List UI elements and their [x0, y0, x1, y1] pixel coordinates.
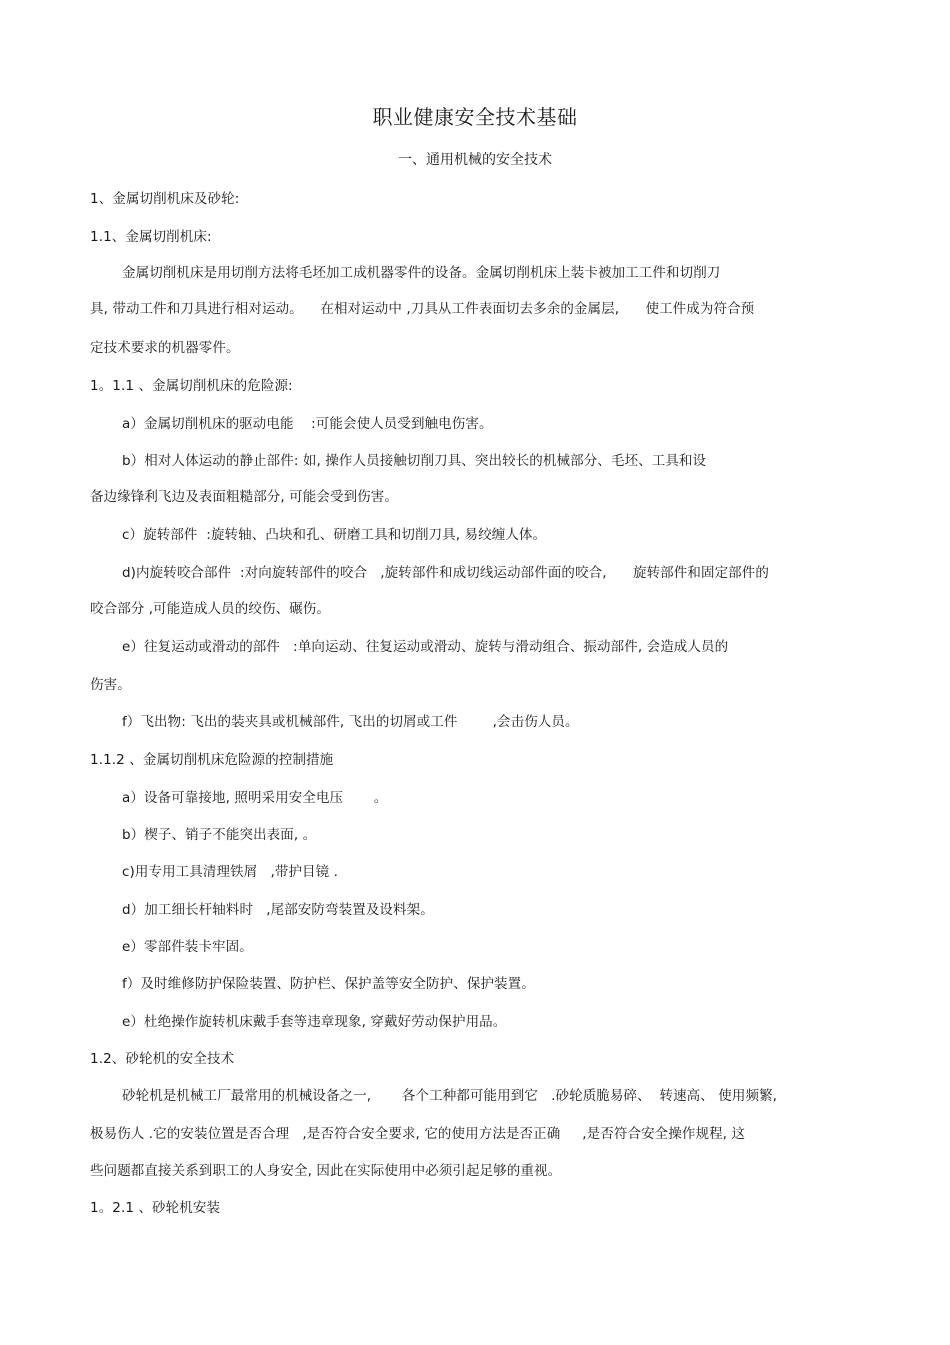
list-item-continuation: 伤害。	[90, 677, 131, 693]
list-item: f）飞出物: 飞出的装夹具或机械部件, 飞出的切屑或工件 ,会击伤人员。	[122, 714, 579, 730]
paragraph-line: 定技术要求的机器零件。	[90, 340, 240, 356]
list-item: e）往复运动或滑动的部件 :单向运动、往复运动或滑动、旋转与滑动组合、振动部件, 会造成人员的	[122, 639, 729, 655]
list-item: b）相对人体运动的静止部件: 如, 操作人员接触切削刀具、突出较长的机械部分、毛坯、工具和设	[122, 453, 707, 469]
heading-1-1-1: 1。1.1 、金属切削机床的危险源:	[90, 378, 293, 394]
heading-1-1: 1.1、金属切削机床:	[90, 229, 212, 245]
list-item: e）杜绝操作旋转机床戴手套等违章现象, 穿戴好劳动保护用品。	[122, 1014, 507, 1030]
document-title: 职业健康安全技术基础	[372, 105, 578, 129]
list-item: b）楔子、销子不能突出表面, 。	[122, 827, 317, 843]
list-item: f）及时维修防护保险装置、防护栏、保护盖等安全防护、保护装置。	[122, 976, 535, 992]
list-item: d)内旋转咬合部件 :对向旋转部件的咬合 ,旋转部件和成切线运动部件面的咬合, 旋转部件和固定部件的	[122, 565, 769, 581]
list-item: c）旋转部件 :旋转轴、凸块和孔、研磨工具和切削刀具, 易绞缠人体。	[122, 527, 547, 543]
heading-1-2-1: 1。2.1 、砂轮机安装	[90, 1200, 221, 1216]
paragraph-line: 些问题都直接关系到职工的人身安全, 因此在实际使用中必须引起足够的重视。	[90, 1163, 562, 1179]
paragraph-line: 极易伤人 .它的安装位置是否合理 ,是否符合安全要求, 它的使用方法是否正确 ,是否符合安全操作规程, 这	[90, 1126, 746, 1142]
list-item-continuation: 咬合部分 ,可能造成人员的绞伤、碾伤。	[90, 601, 330, 617]
list-item: d）加工细长杆轴料时 ,尾部安防弯装置及设料架。	[122, 902, 434, 918]
paragraph-line: 砂轮机是机械工厂最常用的机械设备之一, 各个工种都可能用到它 .砂轮质脆易碎、 转速高、 使用频繁,	[122, 1088, 778, 1104]
list-item: a）设备可靠接地, 照明采用安全电压 。	[122, 790, 388, 806]
paragraph-line: 具, 带动工件和刀具进行相对运动。 在相对运动中 ,刀具从工件表面切去多余的金属层, 使工件成为符合预	[90, 301, 755, 317]
list-item-continuation: 备边缘锋利飞边及表面粗糙部分, 可能会受到伤害。	[90, 489, 398, 505]
list-item: c)用专用工具清理铁屑 ,带护目镜 .	[122, 864, 339, 880]
list-item: a）金属切削机床的驱动电能 :可能会使人员受到触电伤害。	[122, 416, 493, 432]
heading-1-1-2: 1.1.2 、金属切削机床危险源的控制措施	[90, 752, 334, 768]
paragraph-line: 金属切削机床是用切削方法将毛坯加工成机器零件的设备。金属切削机床上装卡被加工工件和切削刀	[122, 265, 721, 281]
section-heading: 一、通用机械的安全技术	[398, 152, 552, 168]
heading-1-2: 1.2、砂轮机的安全技术	[90, 1051, 235, 1067]
heading-1: 1、金属切削机床及砂轮:	[90, 191, 240, 207]
list-item: e）零部件装卡牢固。	[122, 939, 253, 955]
